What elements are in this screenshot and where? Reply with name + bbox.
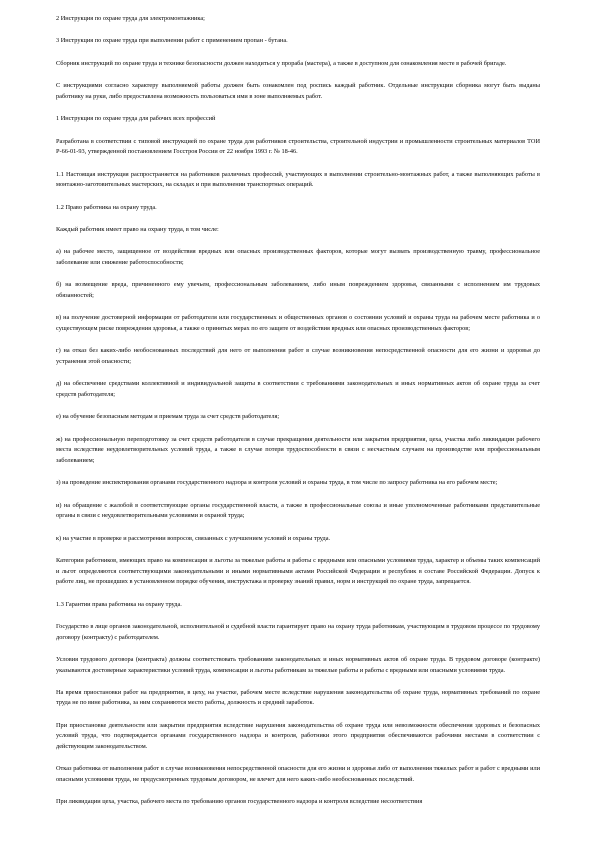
- section-heading-1-2: 1.2 Право работника на охрану труда.: [56, 203, 157, 211]
- paragraph-instruction-3: 3 Инструкция по охране труда при выполнении работ с применением пропан - бутана.: [56, 37, 288, 45]
- paragraph-closure: При приостановке деятельности или закрытии предприятия вследствие нарушения законодательства об охране труда или невозможности обеспечения здоровых и безопасных условий труда, что подтверждается органами государственного надзора и контроля, работники этого предприятия обеспечиваются рабочими местами в соответствии с действующим законодательством.: [56, 721, 540, 751]
- list-item-z: з) на проведение инспектирования органами государственного надзора и контроля условий и охраны труда, в том числе по запросу работника на его рабочем месте;: [56, 479, 498, 487]
- paragraph-familiarization: С инструкциями согласно характеру выполняемой работы должен быть ознакомлен под роспись каждый работник. Отдельные инструкции сборника могут быть выданы работнику на руки, либо предоставлена возможность пользоваться ими в зоне выполняемых работ.: [56, 82, 540, 100]
- paragraph-developed-according: Разработана в соответствии с типовой инструкцией по охране труда для работников строительства, строительной индустрии и промышленности строительных материалов ТОИ Р-66-01-93, утвержденной постановлением Госстроя России от 22 ноября 1993 г. № 18-46.: [56, 137, 540, 156]
- section-heading-1: 1 Инструкция по охране труда для рабочих всех профессий: [56, 115, 216, 123]
- paragraph-state-guarantee: Государство в лице органов законодательной, исполнительной и судебной власти гарантирует право на охрану труда работникам, участвующим в трудовом процессе по трудовому договору (контракту) с работодателем.: [56, 622, 540, 641]
- paragraph-contract-conditions: Условия трудового договора (контракта) должны соответствовать требованиям законодательных и иных нормативных актов об охране труда. В трудовом договоре (контракте) указываются достоверные характеристики условий труда, компенсации и льготы работникам за тяжелые работы и работы с вредными или опасными условиями труда.: [56, 655, 540, 674]
- paragraph-liquidation: При ликвидации цеха, участка, рабочего места по требованию органов государственного надзора и контроля вследствие несоответствия: [56, 798, 423, 806]
- list-item-i: и) на обращение с жалобой в соответствующие органы государственной власти, а также в профессиональные союзы и иные уполномоченные работниками представительные органы в связи с неудовлетворительными условиями и охраной труда;: [56, 501, 540, 520]
- list-item-v: в) на получение достоверной информации от работодателя или государственных и общественных органов о состоянии условий и охраны труда на рабочем месте работника и о существующем риске повреждения здоровья, а также о принятых мерах по его защите от воздействия вредных или опасных производственных факторов;: [56, 314, 540, 332]
- list-item-e: е) на обучение безопасным методам и приемам труда за счет средств работодателя;: [56, 413, 280, 421]
- section-heading-1-3: 1.3 Гарантии права работника на охрану труда.: [56, 600, 182, 608]
- paragraph-right-intro: Каждый работник имеет право на охрану труда, в том числе:: [56, 225, 219, 233]
- list-item-g: г) на отказ без каких-либо необоснованных последствий для него от выполнения работ в случае возникновения непосредственной опасности для его жизни и здоровья до устранения этой опасности;: [56, 347, 540, 365]
- paragraph-categories: Категории работников, имеющих право на компенсации и льготы за тяжелые работы и работы с вредными или опасными условиями труда, характер и объемы таких компенсаций и льгот определяются соответствующими законодательными и иными нормативными актами Российской Федерации и республик в составе Российской Федерации. Допуск к работе лиц, не прошедших в установленном порядке обучения, инструктажа и проверку знаний правил, норм и инструкций по охране труда, запрещается.: [56, 556, 540, 586]
- list-item-zh: ж) на профессиональную переподготовку за счет средств работодателя в случае прекращения деятельности или закрытия предприятия, цеха, участка либо ликвидации рабочего места вследствие неудовлетворительных условий труда, а также в случае потери трудоспособности в связи с несчастным случаем на производстве или профессиональным заболеванием;: [56, 435, 540, 464]
- paragraph-suspension: На время приостановки работ на предприятии, в цеху, на участке, рабочем месте вследствие нарушения законодательства об охране труда, нормативных требований по охране труда не по вине работника, за ним сохраняются место работы, должность и средний заработок.: [56, 688, 540, 707]
- paragraph-instruction-2: 2 Инструкция по охране труда для электромонтажника;: [56, 15, 205, 22]
- list-item-b: б) на возмещение вреда, причиненного ему увечьем, профессиональным заболеванием, либо иным повреждением здоровья, связанными с исполнением им трудовых обязанностей;: [56, 281, 540, 299]
- list-item-a: а) на рабочее место, защищенное от воздействия вредных или опасных производственных факторов, которые могут вызвать производственную травму, профессиональное заболевание или снижение работоспособности;: [56, 248, 540, 266]
- paragraph-collection-location: Сборник инструкций по охране труда и технике безопасности должен находиться у прораба (мастера), а также в доступном для ознакомления месте в рабочей бригаде.: [56, 59, 507, 67]
- paragraph-1-1: 1.1 Настоящая инструкция распространяется на работников различных профессий, участвующих в выполнении строительно-монтажных работ, а также выполняющих работы в монтажно-заготовительных мастерских, на складах и при выполнении транспортных операций.: [56, 170, 540, 189]
- list-item-k: к) на участие в проверке и рассмотрении вопросов, связанных с улучшением условий и охраны труда.: [56, 534, 331, 542]
- list-item-d: д) на обеспечение средствами коллективной и индивидуальной защиты в соответствии с требованиями законодательных и иных нормативных актов об охране труда за счет средств работодателя;: [56, 380, 540, 398]
- paragraph-refusal: Отказ работника от выполнения работ в случае возникновения непосредственной опасности для его жизни и здоровья либо от выполнения тяжелых работ и работ с вредными или опасными условиями труда, не предусмотренных трудовым договором, не влечет для него каких-либо необоснованных последствий.: [56, 765, 540, 784]
- document-body: [56, 14, 540, 820]
